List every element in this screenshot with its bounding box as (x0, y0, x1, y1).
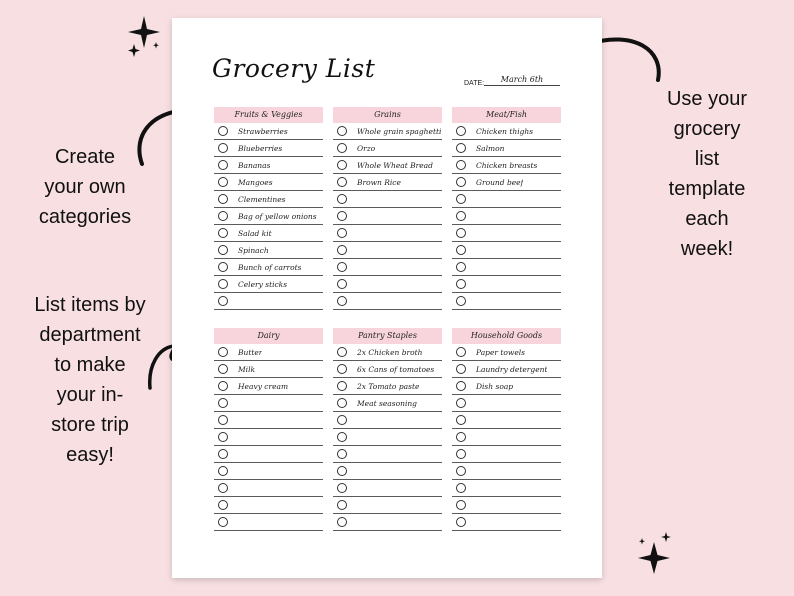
circle-checkbox-icon[interactable] (456, 296, 466, 306)
callout-line: your own (44, 176, 126, 198)
circle-checkbox-icon[interactable] (337, 160, 347, 170)
circle-checkbox-icon[interactable] (337, 398, 347, 408)
list-item (452, 208, 561, 225)
item-text[interactable]: 2x Tomato paste (357, 381, 420, 391)
list-item (452, 191, 561, 208)
item-text[interactable]: Whole Wheat Bread (357, 160, 433, 170)
list-item (452, 463, 561, 480)
list-item (214, 225, 323, 242)
circle-checkbox-icon[interactable] (218, 483, 228, 493)
list-item (214, 412, 323, 429)
list-item (214, 208, 323, 225)
callout-line: categories (38, 206, 132, 228)
callout-create-categories (12, 142, 158, 232)
item-text[interactable]: Chicken thighs (476, 126, 534, 136)
list-item (214, 276, 323, 293)
item-text[interactable]: Milk (238, 364, 256, 374)
circle-checkbox-icon[interactable] (337, 211, 347, 221)
list-item (214, 497, 323, 514)
circle-checkbox-icon[interactable] (456, 177, 466, 187)
circle-checkbox-icon[interactable] (456, 398, 466, 408)
list-item (333, 140, 442, 157)
item-text[interactable]: Brown Rice (357, 177, 401, 187)
circle-checkbox-icon[interactable] (337, 347, 347, 357)
item-text[interactable]: Heavy cream (238, 381, 289, 391)
list-item (452, 225, 561, 242)
list-item (452, 395, 561, 412)
circle-checkbox-icon[interactable] (218, 517, 228, 527)
circle-checkbox-icon[interactable] (337, 228, 347, 238)
circle-checkbox-icon[interactable] (218, 466, 228, 476)
circle-checkbox-icon[interactable] (218, 245, 228, 255)
callout-line: Create (54, 146, 116, 168)
list-item (452, 242, 561, 259)
item-text[interactable]: Salad kit (238, 228, 272, 238)
circle-checkbox-icon[interactable] (218, 262, 228, 272)
item-text[interactable]: Whole grain spaghetti (357, 126, 442, 136)
circle-checkbox-icon[interactable] (218, 177, 228, 187)
list-item (333, 480, 442, 497)
item-text[interactable]: Salmon (476, 143, 505, 153)
circle-checkbox-icon[interactable] (337, 449, 347, 459)
list-item (214, 463, 323, 480)
circle-checkbox-icon[interactable] (456, 126, 466, 136)
category-header: Dairy (214, 328, 323, 344)
date-label: DATE: (464, 80, 485, 87)
item-text[interactable]: Meat seasoning (357, 398, 417, 408)
category-block (452, 328, 561, 531)
list-item (452, 361, 561, 378)
circle-checkbox-icon[interactable] (337, 296, 347, 306)
callout-by-department (12, 290, 168, 470)
circle-checkbox-icon[interactable] (337, 381, 347, 391)
item-text[interactable]: Mangoes (238, 177, 273, 187)
list-item (214, 429, 323, 446)
list-item (452, 123, 561, 140)
circle-checkbox-icon[interactable] (337, 262, 347, 272)
circle-checkbox-icon[interactable] (337, 194, 347, 204)
list-item (214, 242, 323, 259)
circle-checkbox-icon[interactable] (218, 126, 228, 136)
sparkle-icon (636, 530, 676, 578)
list-item (333, 361, 442, 378)
item-text[interactable]: Bananas (238, 160, 271, 170)
circle-checkbox-icon[interactable] (218, 296, 228, 306)
callout-line: list (694, 148, 720, 170)
circle-checkbox-icon[interactable] (218, 449, 228, 459)
list-item (452, 412, 561, 429)
list-item (214, 140, 323, 157)
circle-checkbox-icon[interactable] (218, 279, 228, 289)
circle-checkbox-icon[interactable] (456, 211, 466, 221)
callout-line: store trip (51, 414, 129, 436)
list-item (214, 174, 323, 191)
category-header: Pantry Staples (333, 328, 442, 344)
circle-checkbox-icon[interactable] (337, 279, 347, 289)
list-item (333, 344, 442, 361)
list-item (452, 344, 561, 361)
list-item (452, 497, 561, 514)
circle-checkbox-icon[interactable] (456, 245, 466, 255)
circle-checkbox-icon[interactable] (218, 194, 228, 204)
list-item (333, 378, 442, 395)
circle-checkbox-icon[interactable] (456, 143, 466, 153)
circle-checkbox-icon[interactable] (218, 211, 228, 221)
list-item (333, 276, 442, 293)
callout-line: your in- (56, 384, 124, 406)
circle-checkbox-icon[interactable] (456, 432, 466, 442)
circle-checkbox-icon[interactable] (456, 466, 466, 476)
list-item (333, 225, 442, 242)
item-text[interactable]: Chicken breasts (476, 160, 538, 170)
circle-checkbox-icon[interactable] (337, 126, 347, 136)
list-item (333, 157, 442, 174)
item-text[interactable]: Bunch of carrots (238, 262, 302, 272)
list-item (452, 157, 561, 174)
item-text[interactable]: Blueberries (238, 143, 283, 153)
circle-checkbox-icon[interactable] (456, 262, 466, 272)
item-text[interactable]: Dish soap (476, 381, 514, 391)
category-header: Grains (333, 107, 442, 123)
list-item (333, 191, 442, 208)
circle-checkbox-icon[interactable] (456, 194, 466, 204)
circle-checkbox-icon[interactable] (456, 415, 466, 425)
item-text[interactable]: Spinach (238, 245, 269, 255)
list-item (333, 497, 442, 514)
list-item (333, 208, 442, 225)
callout-line: to make (54, 354, 126, 376)
circle-checkbox-icon[interactable] (456, 500, 466, 510)
list-item (452, 293, 561, 310)
circle-checkbox-icon[interactable] (456, 381, 466, 391)
list-item (214, 259, 323, 276)
item-text[interactable]: Celery sticks (238, 279, 288, 289)
list-item (333, 429, 442, 446)
list-item (452, 174, 561, 191)
circle-checkbox-icon[interactable] (218, 160, 228, 170)
list-item (452, 259, 561, 276)
callout-line: grocery (673, 118, 741, 140)
category-block (214, 328, 323, 531)
category-block (452, 107, 561, 310)
list-item (452, 514, 561, 531)
circle-checkbox-icon[interactable] (456, 279, 466, 289)
callout-line: week! (680, 238, 734, 260)
list-item (214, 514, 323, 531)
circle-checkbox-icon[interactable] (456, 517, 466, 527)
list-item (214, 293, 323, 310)
circle-checkbox-icon[interactable] (337, 364, 347, 374)
circle-checkbox-icon[interactable] (456, 483, 466, 493)
list-item (333, 123, 442, 140)
circle-checkbox-icon[interactable] (337, 143, 347, 153)
category-block (333, 328, 442, 531)
list-item (452, 446, 561, 463)
list-item (333, 514, 442, 531)
grocery-list-page (172, 18, 602, 578)
list-item (214, 395, 323, 412)
circle-checkbox-icon[interactable] (218, 500, 228, 510)
list-item (214, 123, 323, 140)
page-title: Grocery List (212, 54, 376, 83)
category-header: Household Goods (452, 328, 561, 344)
list-item (214, 480, 323, 497)
circle-checkbox-icon[interactable] (337, 415, 347, 425)
list-item (214, 361, 323, 378)
item-text[interactable]: Laundry detergent (476, 364, 548, 374)
callout-line: each (685, 208, 729, 230)
list-item (452, 480, 561, 497)
circle-checkbox-icon[interactable] (337, 245, 347, 255)
list-item (333, 174, 442, 191)
item-text[interactable]: Butter (238, 347, 263, 357)
list-item (333, 395, 442, 412)
item-text[interactable]: 6x Cans of tomatoes (357, 364, 435, 374)
circle-checkbox-icon[interactable] (218, 432, 228, 442)
circle-checkbox-icon[interactable] (337, 466, 347, 476)
sparkle-icon (126, 14, 162, 58)
callout-line: Use your (666, 88, 748, 110)
callout-line: List items by (34, 294, 146, 316)
circle-checkbox-icon[interactable] (337, 432, 347, 442)
callout-line: template (668, 178, 746, 200)
list-item (452, 429, 561, 446)
category-block (333, 107, 442, 310)
circle-checkbox-icon[interactable] (337, 177, 347, 187)
category-header: Fruits & Veggies (214, 107, 323, 123)
list-item (452, 378, 561, 395)
circle-checkbox-icon[interactable] (456, 449, 466, 459)
item-text[interactable]: Ground beef (476, 177, 524, 187)
circle-checkbox-icon[interactable] (456, 364, 466, 374)
circle-checkbox-icon[interactable] (337, 517, 347, 527)
item-text[interactable]: 2x Chicken broth (357, 347, 423, 357)
circle-checkbox-icon[interactable] (218, 381, 228, 391)
item-text[interactable]: Bag of yellow onions (238, 211, 317, 221)
callout-line: easy! (66, 444, 114, 466)
list-item (333, 242, 442, 259)
date-field[interactable]: March 6th (484, 75, 560, 86)
circle-checkbox-icon[interactable] (456, 228, 466, 238)
circle-checkbox-icon[interactable] (337, 483, 347, 493)
item-text[interactable]: Clementines (238, 194, 286, 204)
circle-checkbox-icon[interactable] (218, 228, 228, 238)
list-item (214, 446, 323, 463)
category-block (214, 107, 323, 310)
item-text[interactable]: Paper towels (476, 347, 526, 357)
circle-checkbox-icon[interactable] (218, 364, 228, 374)
circle-checkbox-icon[interactable] (218, 143, 228, 153)
item-text[interactable]: Orzo (357, 143, 376, 153)
list-item (214, 191, 323, 208)
list-item (333, 293, 442, 310)
circle-checkbox-icon[interactable] (456, 160, 466, 170)
circle-checkbox-icon[interactable] (218, 347, 228, 357)
list-item (214, 157, 323, 174)
circle-checkbox-icon[interactable] (337, 500, 347, 510)
list-item (333, 463, 442, 480)
list-item (333, 446, 442, 463)
circle-checkbox-icon[interactable] (218, 415, 228, 425)
callout-use-template (640, 84, 774, 264)
item-text[interactable]: Strawberries (238, 126, 288, 136)
list-item (452, 276, 561, 293)
list-item (333, 412, 442, 429)
category-header: Meat/Fish (452, 107, 561, 123)
circle-checkbox-icon[interactable] (218, 398, 228, 408)
list-item (333, 259, 442, 276)
list-item (452, 140, 561, 157)
list-item (214, 344, 323, 361)
callout-line: department (39, 324, 141, 346)
list-item (214, 378, 323, 395)
circle-checkbox-icon[interactable] (456, 347, 466, 357)
